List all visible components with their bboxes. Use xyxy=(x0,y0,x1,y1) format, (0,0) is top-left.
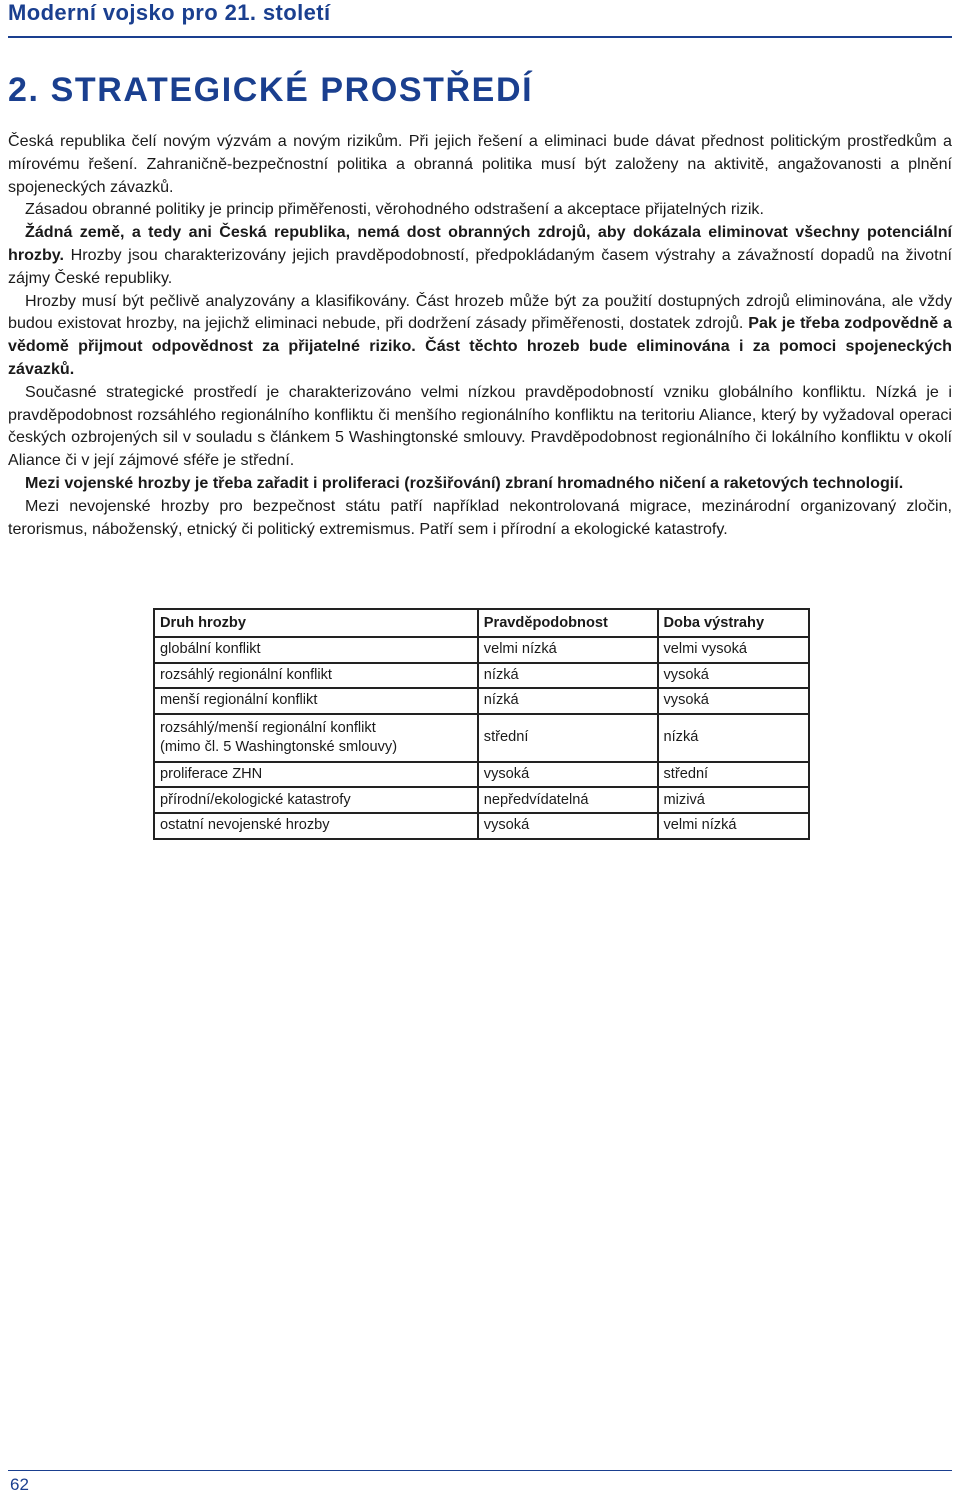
cell-warning: velmi nízká xyxy=(658,813,810,839)
cell-threat: přírodní/ekologické katastrofy xyxy=(154,787,478,813)
table-row xyxy=(154,714,809,762)
cell-warning: velmi vysoká xyxy=(658,637,810,663)
running-header xyxy=(8,0,952,38)
cell-probability: střední xyxy=(478,714,658,762)
table-header-row xyxy=(154,609,809,637)
page-number: 62 xyxy=(10,1475,29,1494)
cell-warning: mizivá xyxy=(658,787,810,813)
cell-warning: střední xyxy=(658,762,810,788)
cell-threat-line2: (mimo čl. 5 Washingtonské smlouvy) xyxy=(160,738,398,755)
cell-threat: proliferace ZHN xyxy=(154,762,478,788)
threat-table xyxy=(153,608,810,840)
cell-warning: vysoká xyxy=(658,688,810,714)
paragraph-4 xyxy=(8,290,952,381)
paragraph-7: Mezi nevojenské hrozby pro bezpečnost státu patří například nekontrolovaná migrace, mezinárodní organizovaný zločin, terorismus, náboženský, etnický či politický extremismus. Patří sem i přírodní a ekologické katastrofy. xyxy=(8,496,952,538)
paragraph-4-text: Hrozby musí být pečlivě analyzovány a klasifikovány. Část hrozeb může být za použití dostupných zdrojů eliminována, ale vždy budou existovat hrozby, na jejichž eliminaci nebude, při dodržení zásady přiměřenosti, dostatek zdrojů. xyxy=(8,291,952,333)
paragraph-1: Česká republika čelí novým výzvám a novým rizikům. Při jejich řešení a eliminaci bude dávat přednost politickým prostředkům a mírovému řešení. Zahraničně-bezpečnostní politika a obranná politika musí být založeny na aktivitě, angažovanosti a plnění spojeneckých závazků. xyxy=(8,132,952,196)
paragraph-3-text: Hrozby jsou charakterizovány jejich pravděpodobností, předpokládaným časem výstrahy a závažností dopadů na životní zájmy České republiky. xyxy=(8,245,952,287)
header-probability: Pravděpodobnost xyxy=(478,609,658,637)
cell-probability: vysoká xyxy=(478,762,658,788)
cell-warning: vysoká xyxy=(658,663,810,689)
paragraph-4-bold: Pak je třeba zodpovědně a vědomě přijmout odpovědnost za přijatelné riziko. Část těchto hrozeb bude eliminována i za pomoci spojeneckých závazků. xyxy=(8,314,952,378)
footer-divider xyxy=(8,1470,952,1471)
cell-threat: ostatní nevojenské hrozby xyxy=(154,813,478,839)
table-row xyxy=(154,787,809,813)
table-row xyxy=(154,688,809,714)
table-row xyxy=(154,762,809,788)
running-title: Moderní vojsko pro 21. století xyxy=(8,0,331,25)
cell-threat: menší regionální konflikt xyxy=(154,688,478,714)
paragraph-5: Současné strategické prostředí je charakterizováno velmi nízkou pravděpodobností vzniku globálního konfliktu. Nízká je i pravděpodobnost rozsáhlého regionálního konfliktu či menšího regionálního konfliktu na teritoriu Aliance, který by vyžadoval operaci českých ozbrojených sil v souladu s článkem 5 Washingtonské smlouvy. Pravděpodobnost regionálního či lokálního konfliktu v okolí Aliance či v její zájmové sféře je střední. xyxy=(8,382,952,470)
cell-probability: nízká xyxy=(478,688,658,714)
paragraph-6 xyxy=(8,472,952,495)
paragraph-6-bold: Mezi vojenské hrozby je třeba zařadit i proliferaci (rozšiřování) zbraní hromadného ničení a raketových technologií. xyxy=(25,473,904,492)
paragraph-3 xyxy=(8,221,952,289)
cell-threat xyxy=(154,714,478,762)
table-row xyxy=(154,813,809,839)
chapter-title: 2. STRATEGICKÉ PROSTŘEDÍ xyxy=(8,71,534,109)
cell-threat: globální konflikt xyxy=(154,637,478,663)
cell-threat: rozsáhlý regionální konflikt xyxy=(154,663,478,689)
cell-warning: nízká xyxy=(658,714,810,762)
paragraph-2: Zásadou obranné politiky je princip přiměřenosti, věrohodného odstrašení a akceptace přijatelných rizik. xyxy=(25,200,764,219)
cell-threat-line1: rozsáhlý/menší regionální konflikt xyxy=(160,719,376,736)
cell-probability: vysoká xyxy=(478,813,658,839)
body-text xyxy=(8,130,952,540)
table-row xyxy=(154,663,809,689)
table-row xyxy=(154,637,809,663)
cell-probability: nepředvídatelná xyxy=(478,787,658,813)
header-threat-type: Druh hrozby xyxy=(154,609,478,637)
paragraph-3-bold: Žádná země, a tedy ani Česká republika, nemá dost obranných zdrojů, aby dokázala eliminovat všechny potenciální hrozby. xyxy=(8,223,952,264)
cell-probability: velmi nízká xyxy=(478,637,658,663)
header-warning-time: Doba výstrahy xyxy=(658,609,810,637)
cell-probability: nízká xyxy=(478,663,658,689)
